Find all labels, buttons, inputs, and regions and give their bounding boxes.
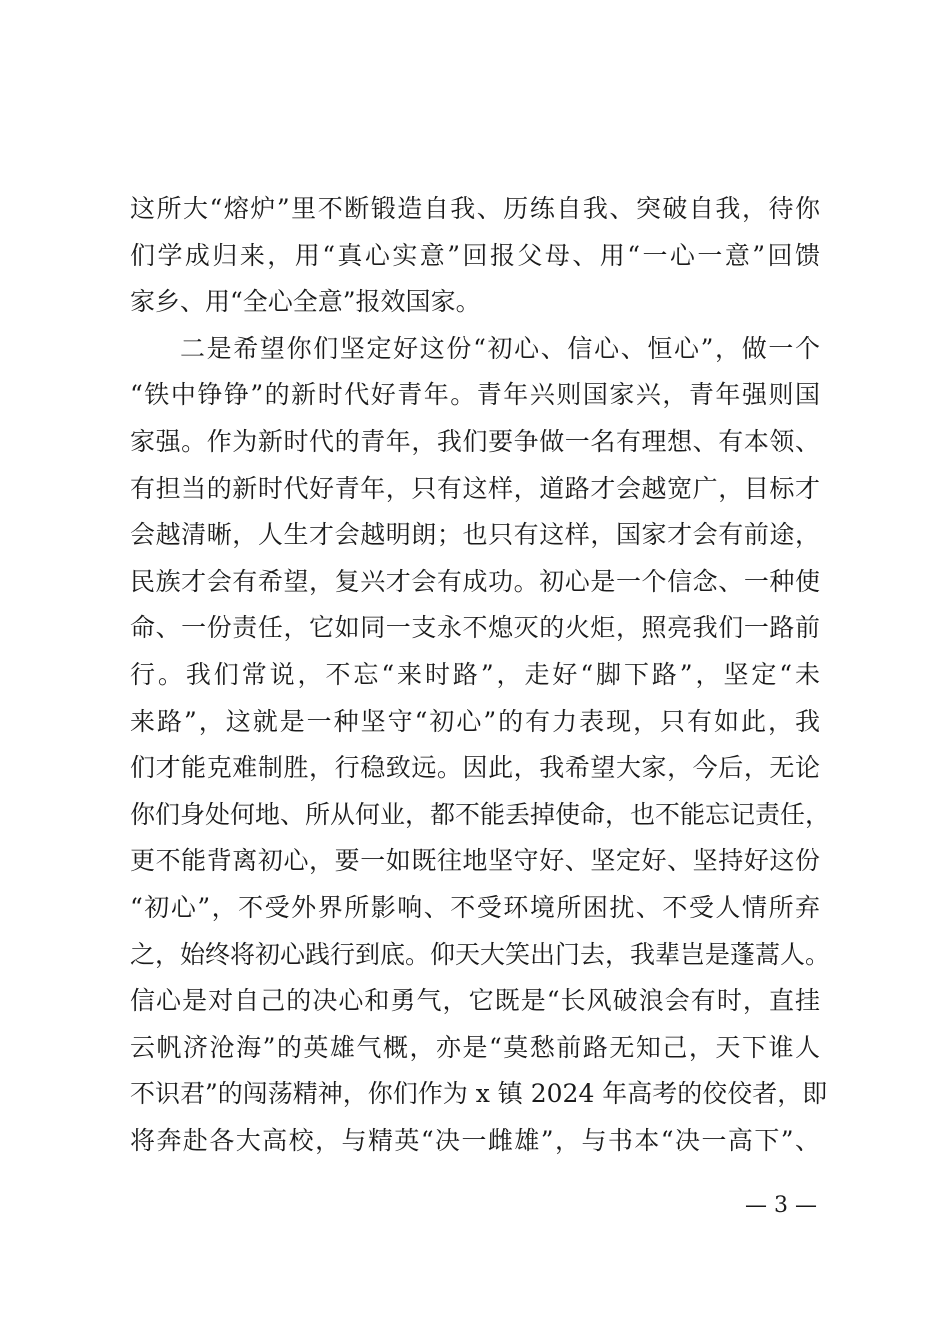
text-line: 你们身处何地、所从何业，都不能丢掉使命，也不能忘记责任， <box>130 799 831 829</box>
text-line: 家乡、用“全心全意”报效国家。 <box>130 287 481 317</box>
text-line: 命、一份责任，它如同一支永不熄灭的火炬，照亮我们一路前 <box>130 613 820 643</box>
text-line: 会越清晰，人生才会越明朗；也只有这样，国家才会有前途， <box>130 520 820 550</box>
text-line: 信心是对自己的决心和勇气，它既是“长风破浪会有时，直挂 <box>130 986 820 1016</box>
text-line: 有担当的新时代好青年，只有这样，道路才会越宽广，目标才 <box>130 473 820 503</box>
body-text <box>130 186 831 1164</box>
page-number: — 3 — <box>745 1193 817 1218</box>
text-line: 不识君”的闯荡精神，你们作为 x 镇 2024 年高考的佼佼者，即 <box>130 1079 828 1109</box>
text-line: 更不能背离初心，要一如既往地坚守好、坚定好、坚持好这份 <box>130 846 820 876</box>
text-line: 们才能克难制胜，行稳致远。因此，我希望大家，今后，无论 <box>130 753 820 783</box>
text-line: 之，始终将初心践行到底。仰天大笑出门去，我辈岂是蓬蒿人。 <box>130 939 831 969</box>
text-line: 这所大“熔炉”里不断锻造自我、历练自我、突破自我，待你 <box>130 194 820 223</box>
text-line: 来路”，这就是一种坚守“初心”的有力表现，只有如此，我 <box>130 706 820 736</box>
text-line: 民族才会有希望，复兴才会有成功。初心是一个信念、一种使 <box>130 566 820 596</box>
text-line: 二是希望你们坚定好这份“初心、信心、恒心”，做一个 <box>180 333 820 363</box>
text-line: 云帆济沧海”的英雄气概，亦是“莫愁前路无知己，天下谁人 <box>130 1032 820 1062</box>
text-line: 们学成归来，用“真心实意”回报父母、用“一心一意”回馈 <box>130 240 820 270</box>
text-line: “铁中铮铮”的新时代好青年。青年兴则国家兴，青年强则国 <box>130 380 820 410</box>
text-line: 家强。作为新时代的青年，我们要争做一名有理想、有本领、 <box>130 426 820 456</box>
text-line: “初心”，不受外界所影响、不受环境所困扰、不受人情所弃 <box>130 892 820 922</box>
text-line: 行。我们常说，不忘“来时路”，走好“脚下路”，坚定“未 <box>130 659 820 689</box>
text-line: 将奔赴各大高校，与精英“决一雌雄”，与书本“决一高下”、 <box>130 1125 820 1155</box>
